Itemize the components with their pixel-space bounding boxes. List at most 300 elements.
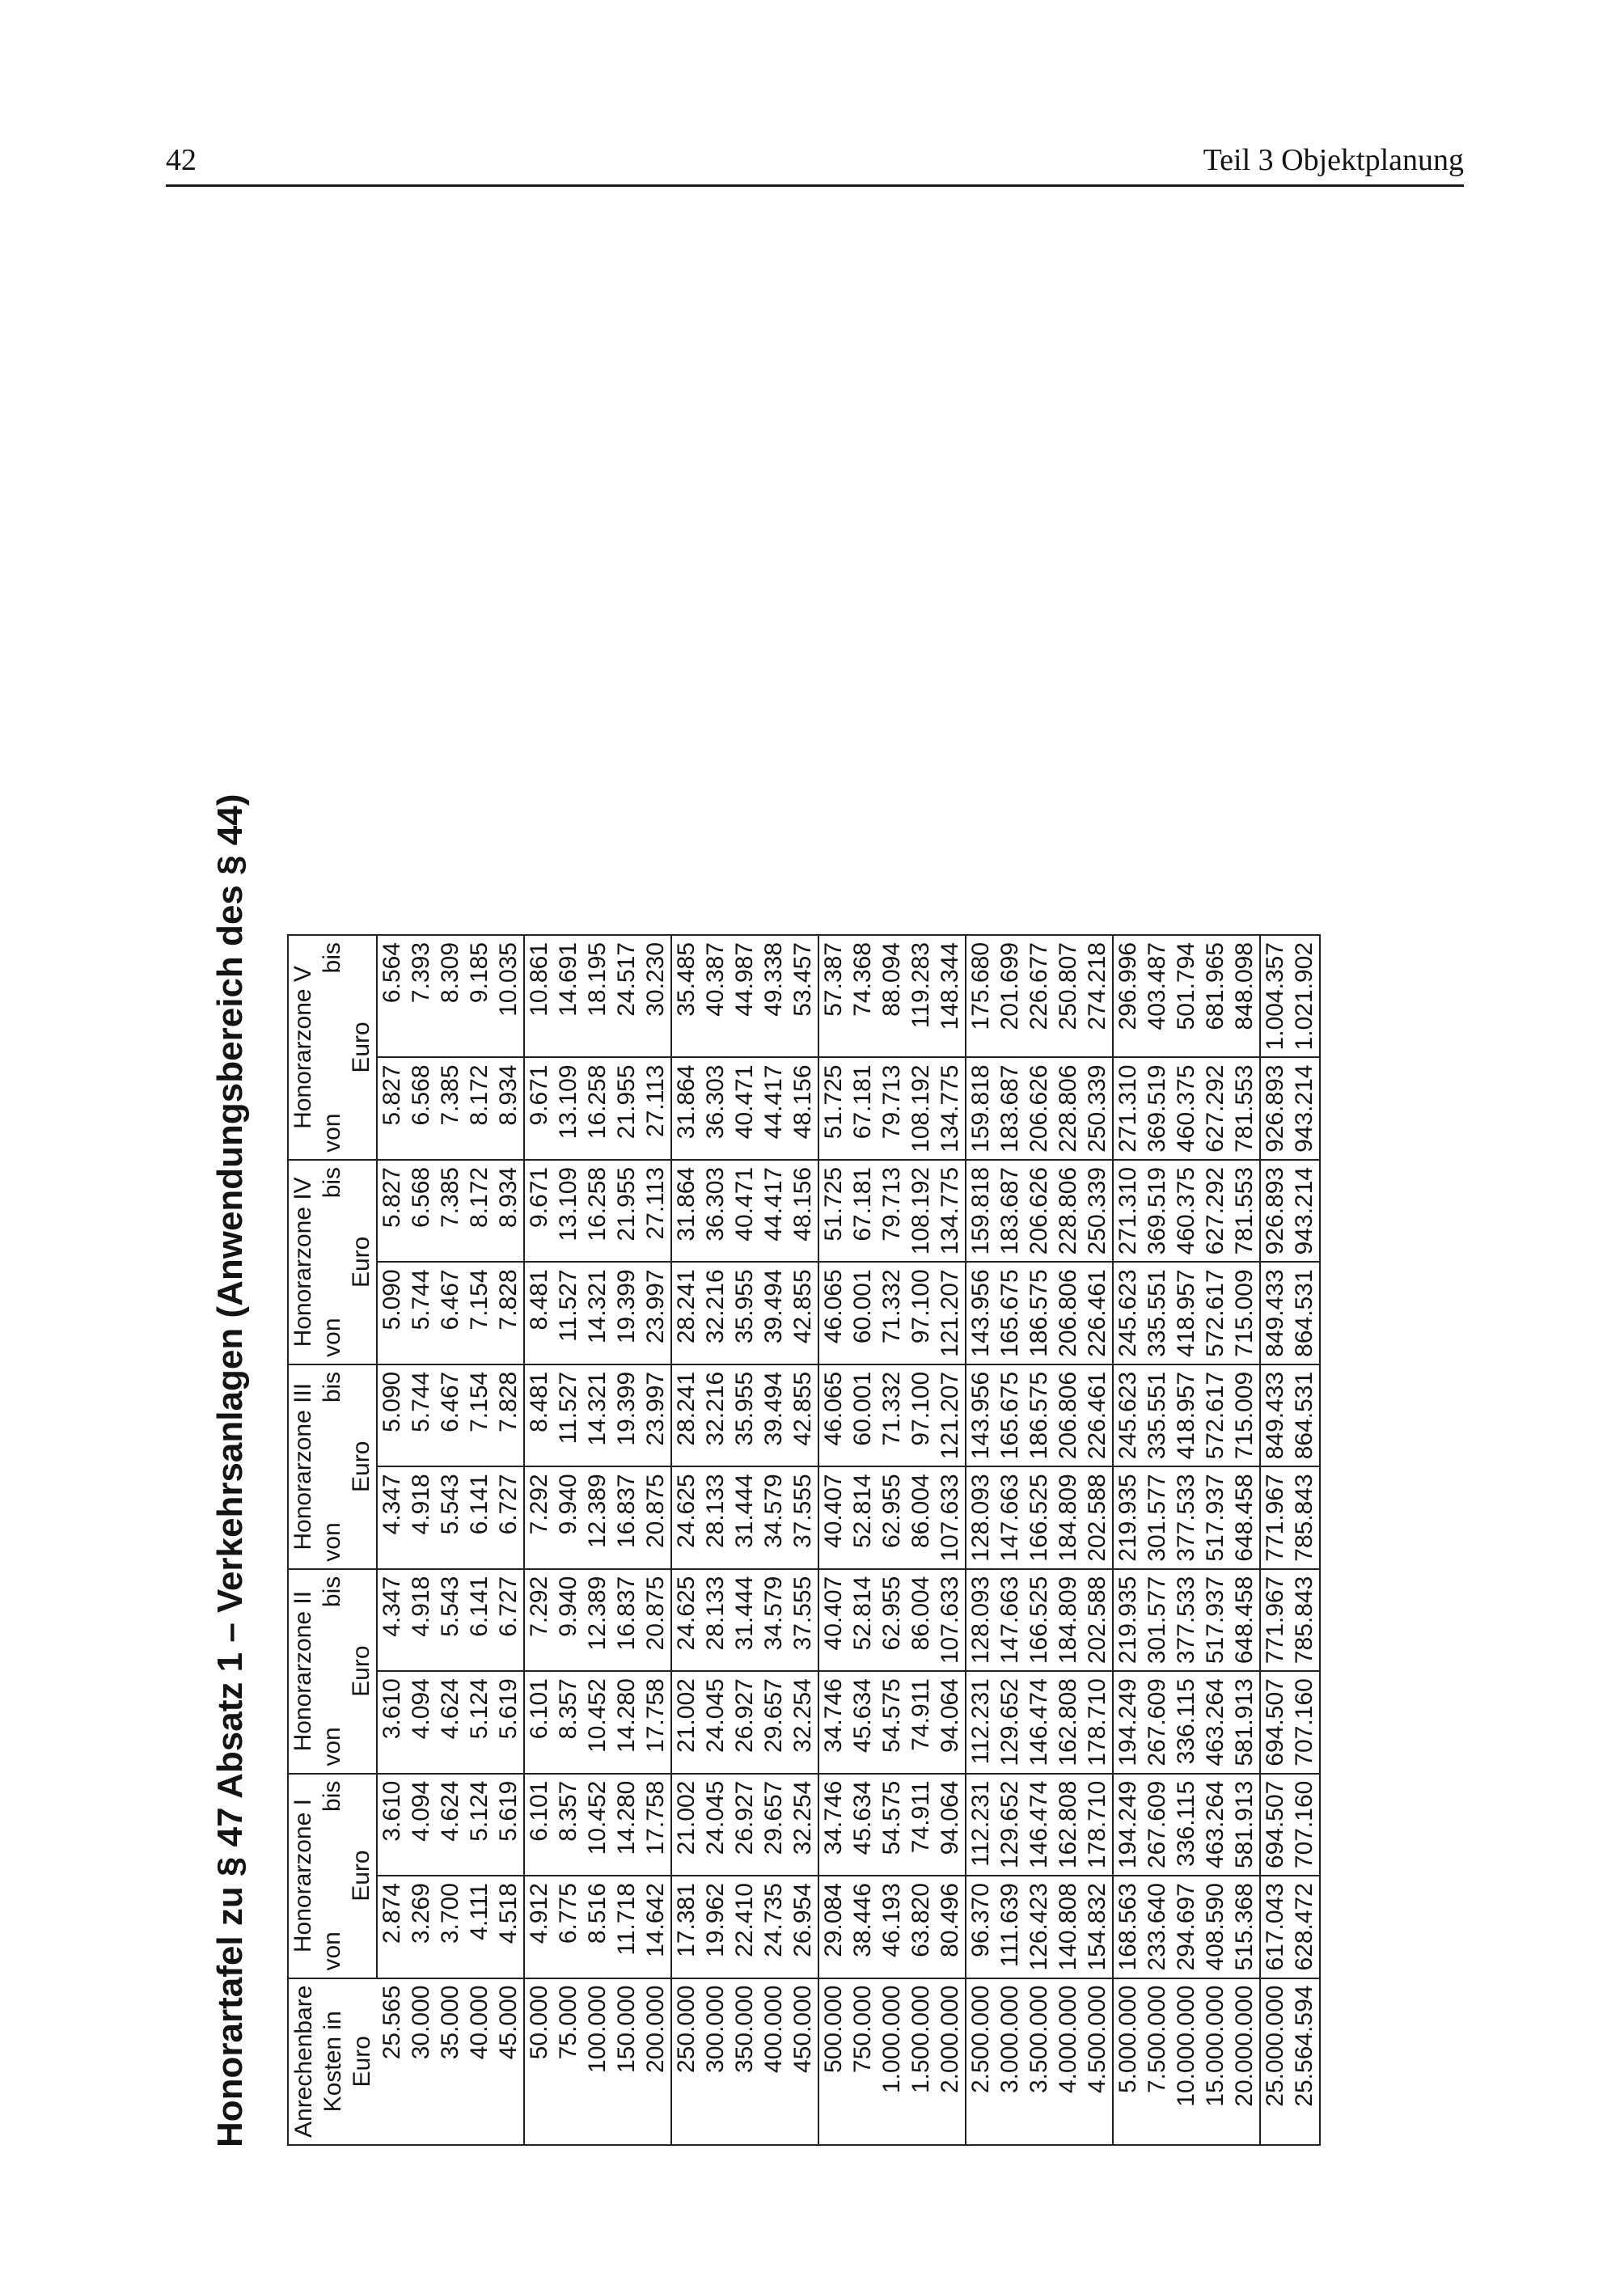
fee-von-cell: 21.955 bbox=[612, 1057, 641, 1159]
fee-von-cell: 707.160 bbox=[1290, 1671, 1320, 1773]
fee-von-cell: 3.610 bbox=[377, 1671, 407, 1773]
zone-5-bis-label: bis bbox=[318, 935, 347, 1057]
fee-bis-cell: 31.864 bbox=[671, 1160, 701, 1262]
fee-von-cell: 694.507 bbox=[1260, 1671, 1290, 1773]
fee-von-cell: 37.555 bbox=[789, 1466, 818, 1568]
fee-bis-cell: 16.837 bbox=[612, 1569, 641, 1671]
fee-von-cell: 12.389 bbox=[583, 1466, 612, 1568]
fee-bis-cell: 194.249 bbox=[1113, 1774, 1143, 1876]
fee-von-cell: 4.094 bbox=[407, 1671, 436, 1773]
fee-von-cell: 154.832 bbox=[1083, 1876, 1113, 1978]
zone-1-unit: Euro bbox=[347, 1774, 377, 1978]
fee-von-cell: 4.111 bbox=[465, 1876, 494, 1978]
fee-bis-cell: 219.935 bbox=[1113, 1569, 1143, 1671]
fee-von-cell: 26.954 bbox=[789, 1876, 818, 1978]
fee-bis-cell: 45.634 bbox=[848, 1774, 878, 1876]
fee-von-cell: 5.619 bbox=[494, 1671, 524, 1773]
fee-von-cell: 94.064 bbox=[936, 1671, 966, 1773]
fee-von-cell: 165.675 bbox=[996, 1262, 1025, 1364]
fee-von-cell: 463.264 bbox=[1201, 1671, 1230, 1773]
fee-bis-cell: 460.375 bbox=[1172, 1160, 1201, 1262]
fee-bis-cell: 53.457 bbox=[789, 935, 818, 1057]
fee-von-cell: 42.855 bbox=[789, 1262, 818, 1364]
fee-bis-cell: 206.806 bbox=[1054, 1364, 1083, 1466]
fee-bis-cell: 147.663 bbox=[996, 1569, 1025, 1671]
fee-bis-cell: 20.875 bbox=[641, 1569, 671, 1671]
fee-bis-cell: 648.458 bbox=[1230, 1569, 1260, 1671]
fee-von-cell: 39.494 bbox=[759, 1262, 789, 1364]
zone-4-von-label: von bbox=[318, 1262, 347, 1364]
table-row bbox=[554, 935, 583, 2145]
fee-von-cell: 54.575 bbox=[878, 1671, 907, 1773]
fee-bis-cell: 186.575 bbox=[1025, 1364, 1054, 1466]
fee-bis-cell: 17.758 bbox=[641, 1774, 671, 1876]
fee-bis-cell: 572.617 bbox=[1201, 1364, 1230, 1466]
fee-bis-cell: 271.310 bbox=[1113, 1160, 1143, 1262]
fee-bis-cell: 183.687 bbox=[996, 1160, 1025, 1262]
fee-bis-cell: 681.965 bbox=[1201, 935, 1230, 1057]
table-row bbox=[641, 935, 671, 2145]
zone-3-von-label: von bbox=[318, 1466, 347, 1568]
fee-von-cell: 17.381 bbox=[671, 1876, 701, 1978]
fee-bis-cell: 694.507 bbox=[1260, 1774, 1290, 1876]
fee-bis-cell: 67.181 bbox=[848, 1160, 878, 1262]
fee-bis-cell: 24.625 bbox=[671, 1569, 701, 1671]
fee-bis-cell: 226.461 bbox=[1083, 1364, 1113, 1466]
fee-von-cell: 23.997 bbox=[641, 1262, 671, 1364]
fee-bis-cell: 943.214 bbox=[1290, 1160, 1320, 1262]
fee-bis-cell: 14.280 bbox=[612, 1774, 641, 1876]
fee-von-cell: 206.626 bbox=[1025, 1057, 1054, 1159]
cost-cell: 75.000 bbox=[554, 1978, 583, 2145]
fee-von-cell: 166.525 bbox=[1025, 1466, 1054, 1568]
zone-header-2: Honorarzone II bbox=[288, 1569, 318, 1774]
table-row bbox=[1260, 935, 1290, 2145]
cost-cell: 300.000 bbox=[701, 1978, 730, 2145]
fee-von-cell: 245.623 bbox=[1113, 1262, 1143, 1364]
fee-bis-cell: 245.623 bbox=[1113, 1364, 1143, 1466]
fee-bis-cell: 581.913 bbox=[1230, 1774, 1260, 1876]
fee-von-cell: 5.744 bbox=[407, 1262, 436, 1364]
fee-bis-cell: 6.101 bbox=[524, 1774, 554, 1876]
fee-bis-cell: 864.531 bbox=[1290, 1364, 1320, 1466]
fee-bis-cell: 162.808 bbox=[1054, 1774, 1083, 1876]
fee-bis-cell: 6.568 bbox=[407, 1160, 436, 1262]
fee-bis-cell: 29.657 bbox=[759, 1774, 789, 1876]
fee-bis-cell: 146.474 bbox=[1025, 1774, 1054, 1876]
fee-bis-cell: 8.172 bbox=[465, 1160, 494, 1262]
fee-von-cell: 162.808 bbox=[1054, 1671, 1083, 1773]
fee-bis-cell: 463.264 bbox=[1201, 1774, 1230, 1876]
fee-von-cell: 21.002 bbox=[671, 1671, 701, 1773]
fee-bis-cell: 267.609 bbox=[1143, 1774, 1172, 1876]
fee-von-cell: 369.519 bbox=[1143, 1057, 1172, 1159]
fee-von-cell: 29.084 bbox=[818, 1876, 848, 1978]
fee-bis-cell: 19.399 bbox=[612, 1364, 641, 1466]
fee-bis-cell: 48.156 bbox=[789, 1160, 818, 1262]
fee-bis-cell: 250.339 bbox=[1083, 1160, 1113, 1262]
fee-von-cell: 781.553 bbox=[1230, 1057, 1260, 1159]
cost-cell: 20.000.000 bbox=[1230, 1978, 1260, 2145]
fee-von-cell: 267.609 bbox=[1143, 1671, 1172, 1773]
cost-cell: 4.000.000 bbox=[1054, 1978, 1083, 2145]
cost-cell: 2.000.000 bbox=[936, 1978, 966, 2145]
fee-bis-cell: 52.814 bbox=[848, 1569, 878, 1671]
fee-bis-cell: 6.141 bbox=[465, 1569, 494, 1671]
fee-bis-cell: 134.775 bbox=[936, 1160, 966, 1262]
fee-von-cell: 785.843 bbox=[1290, 1466, 1320, 1568]
fee-von-cell: 6.141 bbox=[465, 1466, 494, 1568]
fee-von-cell: 8.934 bbox=[494, 1057, 524, 1159]
fee-bis-cell: 79.713 bbox=[878, 1160, 907, 1262]
zone-4-unit: Euro bbox=[347, 1160, 377, 1364]
fee-bis-cell: 8.309 bbox=[436, 935, 465, 1057]
fee-von-cell: 8.516 bbox=[583, 1876, 612, 1978]
fee-bis-cell: 418.957 bbox=[1172, 1364, 1201, 1466]
fee-von-cell: 7.828 bbox=[494, 1262, 524, 1364]
fee-von-cell: 35.955 bbox=[730, 1262, 759, 1364]
fee-bis-cell: 206.626 bbox=[1025, 1160, 1054, 1262]
fee-bis-cell: 34.579 bbox=[759, 1569, 789, 1671]
fee-bis-cell: 9.671 bbox=[524, 1160, 554, 1262]
zone-header-5: Honorarzone V bbox=[288, 935, 318, 1160]
fee-von-cell: 3.269 bbox=[407, 1876, 436, 1978]
fee-von-cell: 617.043 bbox=[1260, 1876, 1290, 1978]
fee-bis-cell: 3.610 bbox=[377, 1774, 407, 1876]
fee-bis-cell: 74.368 bbox=[848, 935, 878, 1057]
table-row bbox=[878, 935, 907, 2145]
fee-von-cell: 9.940 bbox=[554, 1466, 583, 1568]
fee-von-cell: 128.093 bbox=[966, 1466, 996, 1568]
cost-cell: 50.000 bbox=[524, 1978, 554, 2145]
cost-cell: 500.000 bbox=[818, 1978, 848, 2145]
fee-von-cell: 14.642 bbox=[641, 1876, 671, 1978]
fee-von-cell: 147.663 bbox=[996, 1466, 1025, 1568]
fee-bis-cell: 23.997 bbox=[641, 1364, 671, 1466]
fee-von-cell: 60.001 bbox=[848, 1262, 878, 1364]
fee-von-cell: 6.775 bbox=[554, 1876, 583, 1978]
zone-2-bis-label: bis bbox=[318, 1569, 347, 1671]
cost-cell: 750.000 bbox=[848, 1978, 878, 2145]
fee-bis-cell: 377.533 bbox=[1172, 1569, 1201, 1671]
fee-bis-cell: 1.021.902 bbox=[1290, 935, 1320, 1057]
fee-bis-cell: 202.588 bbox=[1083, 1569, 1113, 1671]
fee-von-cell: 6.568 bbox=[407, 1057, 436, 1159]
fee-bis-cell: 44.417 bbox=[759, 1160, 789, 1262]
table-row bbox=[612, 935, 641, 2145]
table-row bbox=[524, 935, 554, 2145]
fee-bis-cell: 5.090 bbox=[377, 1364, 407, 1466]
fee-von-cell: 17.758 bbox=[641, 1671, 671, 1773]
fee-bis-cell: 166.525 bbox=[1025, 1569, 1054, 1671]
fee-bis-cell: 159.818 bbox=[966, 1160, 996, 1262]
table-row bbox=[1172, 935, 1201, 2145]
fee-von-cell: 46.193 bbox=[878, 1876, 907, 1978]
fee-von-cell: 6.101 bbox=[524, 1671, 554, 1773]
fee-von-cell: 849.433 bbox=[1260, 1262, 1290, 1364]
fee-von-cell: 8.481 bbox=[524, 1262, 554, 1364]
fee-bis-cell: 6.727 bbox=[494, 1569, 524, 1671]
cost-cell: 5.000.000 bbox=[1113, 1978, 1143, 2145]
cost-cell: 40.000 bbox=[465, 1978, 494, 2145]
fee-bis-cell: 129.652 bbox=[996, 1774, 1025, 1876]
fee-von-cell: 301.577 bbox=[1143, 1466, 1172, 1568]
fee-bis-cell: 785.843 bbox=[1290, 1569, 1320, 1671]
fee-von-cell: 28.133 bbox=[701, 1466, 730, 1568]
fee-bis-cell: 4.347 bbox=[377, 1569, 407, 1671]
fee-table-body bbox=[377, 935, 1320, 2145]
fee-von-cell: 38.446 bbox=[848, 1876, 878, 1978]
cost-cell: 25.565 bbox=[377, 1978, 407, 2145]
fee-bis-cell: 165.675 bbox=[996, 1364, 1025, 1466]
fee-von-cell: 97.100 bbox=[907, 1262, 936, 1364]
fee-von-cell: 771.967 bbox=[1260, 1466, 1290, 1568]
fee-von-cell: 45.634 bbox=[848, 1671, 878, 1773]
fee-bis-cell: 7.393 bbox=[407, 935, 436, 1057]
fee-von-cell: 16.258 bbox=[583, 1057, 612, 1159]
fee-von-cell: 5.543 bbox=[436, 1466, 465, 1568]
table-row bbox=[907, 935, 936, 2145]
landscape-table-region bbox=[206, 231, 1460, 2156]
fee-bis-cell: 627.292 bbox=[1201, 1160, 1230, 1262]
cost-cell: 7.500.000 bbox=[1143, 1978, 1172, 2145]
fee-von-cell: 294.697 bbox=[1172, 1876, 1201, 1978]
fee-von-cell: 71.332 bbox=[878, 1262, 907, 1364]
fee-bis-cell: 18.195 bbox=[583, 935, 612, 1057]
cost-cell: 3.500.000 bbox=[1025, 1978, 1054, 2145]
table-row bbox=[1113, 935, 1143, 2145]
fee-bis-cell: 128.093 bbox=[966, 1569, 996, 1671]
fee-bis-cell: 51.725 bbox=[818, 1160, 848, 1262]
fee-bis-cell: 5.744 bbox=[407, 1364, 436, 1466]
fee-bis-cell: 34.746 bbox=[818, 1774, 848, 1876]
fee-bis-cell: 24.045 bbox=[701, 1774, 730, 1876]
fee-von-cell: 146.474 bbox=[1025, 1671, 1054, 1773]
fee-bis-cell: 86.004 bbox=[907, 1569, 936, 1671]
fee-bis-cell: 74.911 bbox=[907, 1774, 936, 1876]
fee-bis-cell: 201.699 bbox=[996, 935, 1025, 1057]
fee-von-cell: 40.471 bbox=[730, 1057, 759, 1159]
fee-bis-cell: 501.794 bbox=[1172, 935, 1201, 1057]
fee-von-cell: 36.303 bbox=[701, 1057, 730, 1159]
table-row bbox=[377, 935, 407, 2145]
zone-header-4: Honorarzone IV bbox=[288, 1160, 318, 1364]
fee-von-cell: 335.551 bbox=[1143, 1262, 1172, 1364]
fee-bis-cell: 4.624 bbox=[436, 1774, 465, 1876]
fee-bis-cell: 143.956 bbox=[966, 1364, 996, 1466]
fee-bis-cell: 21.002 bbox=[671, 1774, 701, 1876]
fee-von-cell: 48.156 bbox=[789, 1057, 818, 1159]
fee-von-cell: 22.410 bbox=[730, 1876, 759, 1978]
fee-bis-cell: 707.160 bbox=[1290, 1774, 1320, 1876]
fee-von-cell: 219.935 bbox=[1113, 1466, 1143, 1568]
fee-bis-cell: 6.467 bbox=[436, 1364, 465, 1466]
fee-von-cell: 108.192 bbox=[907, 1057, 936, 1159]
fee-bis-cell: 11.527 bbox=[554, 1364, 583, 1466]
fee-bis-cell: 49.338 bbox=[759, 935, 789, 1057]
cost-cell: 15.000.000 bbox=[1201, 1978, 1230, 2145]
fee-von-cell: 460.375 bbox=[1172, 1057, 1201, 1159]
fee-bis-cell: 40.471 bbox=[730, 1160, 759, 1262]
fee-von-cell: 26.927 bbox=[730, 1671, 759, 1773]
zone-4-bis-label: bis bbox=[318, 1160, 347, 1262]
fee-von-cell: 9.671 bbox=[524, 1057, 554, 1159]
fee-von-cell: 4.518 bbox=[494, 1876, 524, 1978]
fee-von-cell: 581.913 bbox=[1230, 1671, 1260, 1773]
fee-bis-cell: 5.543 bbox=[436, 1569, 465, 1671]
fee-von-cell: 29.657 bbox=[759, 1671, 789, 1773]
fee-von-cell: 186.575 bbox=[1025, 1262, 1054, 1364]
fee-bis-cell: 27.113 bbox=[641, 1160, 671, 1262]
fee-bis-cell: 8.481 bbox=[524, 1364, 554, 1466]
fee-bis-cell: 40.407 bbox=[818, 1569, 848, 1671]
page-header bbox=[166, 136, 1464, 187]
fee-bis-cell: 32.254 bbox=[789, 1774, 818, 1876]
fee-bis-cell: 5.827 bbox=[377, 1160, 407, 1262]
cost-cell: 10.000.000 bbox=[1172, 1978, 1201, 2145]
fee-bis-cell: 8.934 bbox=[494, 1160, 524, 1262]
fee-bis-cell: 369.519 bbox=[1143, 1160, 1172, 1262]
fee-bis-cell: 36.303 bbox=[701, 1160, 730, 1262]
fee-bis-cell: 7.385 bbox=[436, 1160, 465, 1262]
fee-von-cell: 4.347 bbox=[377, 1466, 407, 1568]
fee-von-cell: 648.458 bbox=[1230, 1466, 1260, 1568]
fee-von-cell: 3.700 bbox=[436, 1876, 465, 1978]
fee-von-cell: 126.423 bbox=[1025, 1876, 1054, 1978]
fee-bis-cell: 296.996 bbox=[1113, 935, 1143, 1057]
fee-von-cell: 67.181 bbox=[848, 1057, 878, 1159]
fee-bis-cell: 1.004.357 bbox=[1260, 935, 1290, 1057]
fee-von-cell: 96.370 bbox=[966, 1876, 996, 1978]
fee-bis-cell: 9.940 bbox=[554, 1569, 583, 1671]
fee-von-cell: 178.710 bbox=[1083, 1671, 1113, 1773]
table-row bbox=[759, 935, 789, 2145]
fee-von-cell: 44.417 bbox=[759, 1057, 789, 1159]
fee-bis-cell: 335.551 bbox=[1143, 1364, 1172, 1466]
cost-cell: 30.000 bbox=[407, 1978, 436, 2145]
fee-bis-cell: 39.494 bbox=[759, 1364, 789, 1466]
fee-bis-cell: 8.357 bbox=[554, 1774, 583, 1876]
fee-von-cell: 51.725 bbox=[818, 1057, 848, 1159]
fee-von-cell: 32.216 bbox=[701, 1262, 730, 1364]
fee-von-cell: 206.806 bbox=[1054, 1262, 1083, 1364]
fee-bis-cell: 6.564 bbox=[377, 935, 407, 1057]
fee-bis-cell: 42.855 bbox=[789, 1364, 818, 1466]
running-title: Teil 3 Objektplanung bbox=[1203, 143, 1464, 177]
fee-von-cell: 11.527 bbox=[554, 1262, 583, 1364]
fee-bis-cell: 35.485 bbox=[671, 935, 701, 1057]
cost-cell: 4.500.000 bbox=[1083, 1978, 1113, 2145]
fee-von-cell: 628.472 bbox=[1290, 1876, 1320, 1978]
table-title: Honorartafel zu § 47 Absatz 1 – Verkehrsanlagen (Anwendungsbereich des § 44) bbox=[210, 793, 250, 2147]
fee-von-cell: 5.827 bbox=[377, 1057, 407, 1159]
fee-von-cell: 6.727 bbox=[494, 1466, 524, 1568]
fee-von-cell: 715.009 bbox=[1230, 1262, 1260, 1364]
fee-bis-cell: 250.807 bbox=[1054, 935, 1083, 1057]
fee-von-cell: 16.837 bbox=[612, 1466, 641, 1568]
table-row bbox=[1054, 935, 1083, 2145]
fee-von-cell: 168.563 bbox=[1113, 1876, 1143, 1978]
fee-bis-cell: 119.283 bbox=[907, 935, 936, 1057]
fee-bis-cell: 112.231 bbox=[966, 1774, 996, 1876]
fee-bis-cell: 148.344 bbox=[936, 935, 966, 1057]
fee-bis-cell: 4.094 bbox=[407, 1774, 436, 1876]
fee-von-cell: 233.640 bbox=[1143, 1876, 1172, 1978]
fee-bis-cell: 781.553 bbox=[1230, 1160, 1260, 1262]
zone-1-von-label: von bbox=[318, 1876, 347, 1978]
zone-5-unit: Euro bbox=[347, 935, 377, 1160]
fee-bis-cell: 5.619 bbox=[494, 1774, 524, 1876]
fee-von-cell: 5.090 bbox=[377, 1262, 407, 1364]
fee-bis-cell: 10.452 bbox=[583, 1774, 612, 1876]
fee-bis-cell: 37.555 bbox=[789, 1569, 818, 1671]
fee-bis-cell: 10.035 bbox=[494, 935, 524, 1057]
fee-bis-cell: 44.987 bbox=[730, 935, 759, 1057]
fee-von-cell: 129.652 bbox=[996, 1671, 1025, 1773]
fee-von-cell: 515.368 bbox=[1230, 1876, 1260, 1978]
cost-cell: 3.000.000 bbox=[996, 1978, 1025, 2145]
fee-von-cell: 14.321 bbox=[583, 1262, 612, 1364]
fee-bis-cell: 771.967 bbox=[1260, 1569, 1290, 1671]
fee-bis-cell: 926.893 bbox=[1260, 1160, 1290, 1262]
fee-bis-cell: 21.955 bbox=[612, 1160, 641, 1262]
fee-von-cell: 517.937 bbox=[1201, 1466, 1230, 1568]
fee-von-cell: 34.746 bbox=[818, 1671, 848, 1773]
cost-cell: 2.500.000 bbox=[966, 1978, 996, 2145]
fee-bis-cell: 178.710 bbox=[1083, 1774, 1113, 1876]
fee-bis-cell: 94.064 bbox=[936, 1774, 966, 1876]
fee-bis-cell: 97.100 bbox=[907, 1364, 936, 1466]
fee-von-cell: 31.864 bbox=[671, 1057, 701, 1159]
cost-cell: 450.000 bbox=[789, 1978, 818, 2145]
zone-2-von-label: von bbox=[318, 1671, 347, 1773]
fee-von-cell: 28.241 bbox=[671, 1262, 701, 1364]
fee-von-cell: 864.531 bbox=[1290, 1262, 1320, 1364]
fee-bis-cell: 7.828 bbox=[494, 1364, 524, 1466]
fee-von-cell: 926.893 bbox=[1260, 1057, 1290, 1159]
cost-cell: 400.000 bbox=[759, 1978, 789, 2145]
fee-bis-cell: 108.192 bbox=[907, 1160, 936, 1262]
page-number: 42 bbox=[166, 143, 197, 177]
fee-von-cell: 19.399 bbox=[612, 1262, 641, 1364]
fee-von-cell: 572.617 bbox=[1201, 1262, 1230, 1364]
fee-von-cell: 8.172 bbox=[465, 1057, 494, 1159]
fee-bis-cell: 336.115 bbox=[1172, 1774, 1201, 1876]
fee-von-cell: 140.808 bbox=[1054, 1876, 1083, 1978]
fee-bis-cell: 715.009 bbox=[1230, 1364, 1260, 1466]
fee-von-cell: 7.154 bbox=[465, 1262, 494, 1364]
fee-bis-cell: 517.937 bbox=[1201, 1569, 1230, 1671]
zone-1-bis-label: bis bbox=[318, 1774, 347, 1876]
fee-bis-cell: 28.133 bbox=[701, 1569, 730, 1671]
fee-von-cell: 4.624 bbox=[436, 1671, 465, 1773]
zone-3-unit: Euro bbox=[347, 1364, 377, 1569]
fee-von-cell: 24.625 bbox=[671, 1466, 701, 1568]
table-row bbox=[936, 935, 966, 2145]
fee-von-cell: 112.231 bbox=[966, 1671, 996, 1773]
fee-von-cell: 63.820 bbox=[907, 1876, 936, 1978]
cost-cell: 1.000.000 bbox=[878, 1978, 907, 2145]
fee-von-cell: 226.461 bbox=[1083, 1262, 1113, 1364]
fee-von-cell: 418.957 bbox=[1172, 1262, 1201, 1364]
table-row bbox=[848, 935, 878, 2145]
table-row bbox=[1025, 935, 1054, 2145]
fee-von-cell: 183.687 bbox=[996, 1057, 1025, 1159]
fee-von-cell: 31.444 bbox=[730, 1466, 759, 1568]
table-row bbox=[701, 935, 730, 2145]
cost-cell: 250.000 bbox=[671, 1978, 701, 2145]
fee-von-cell: 20.875 bbox=[641, 1466, 671, 1568]
